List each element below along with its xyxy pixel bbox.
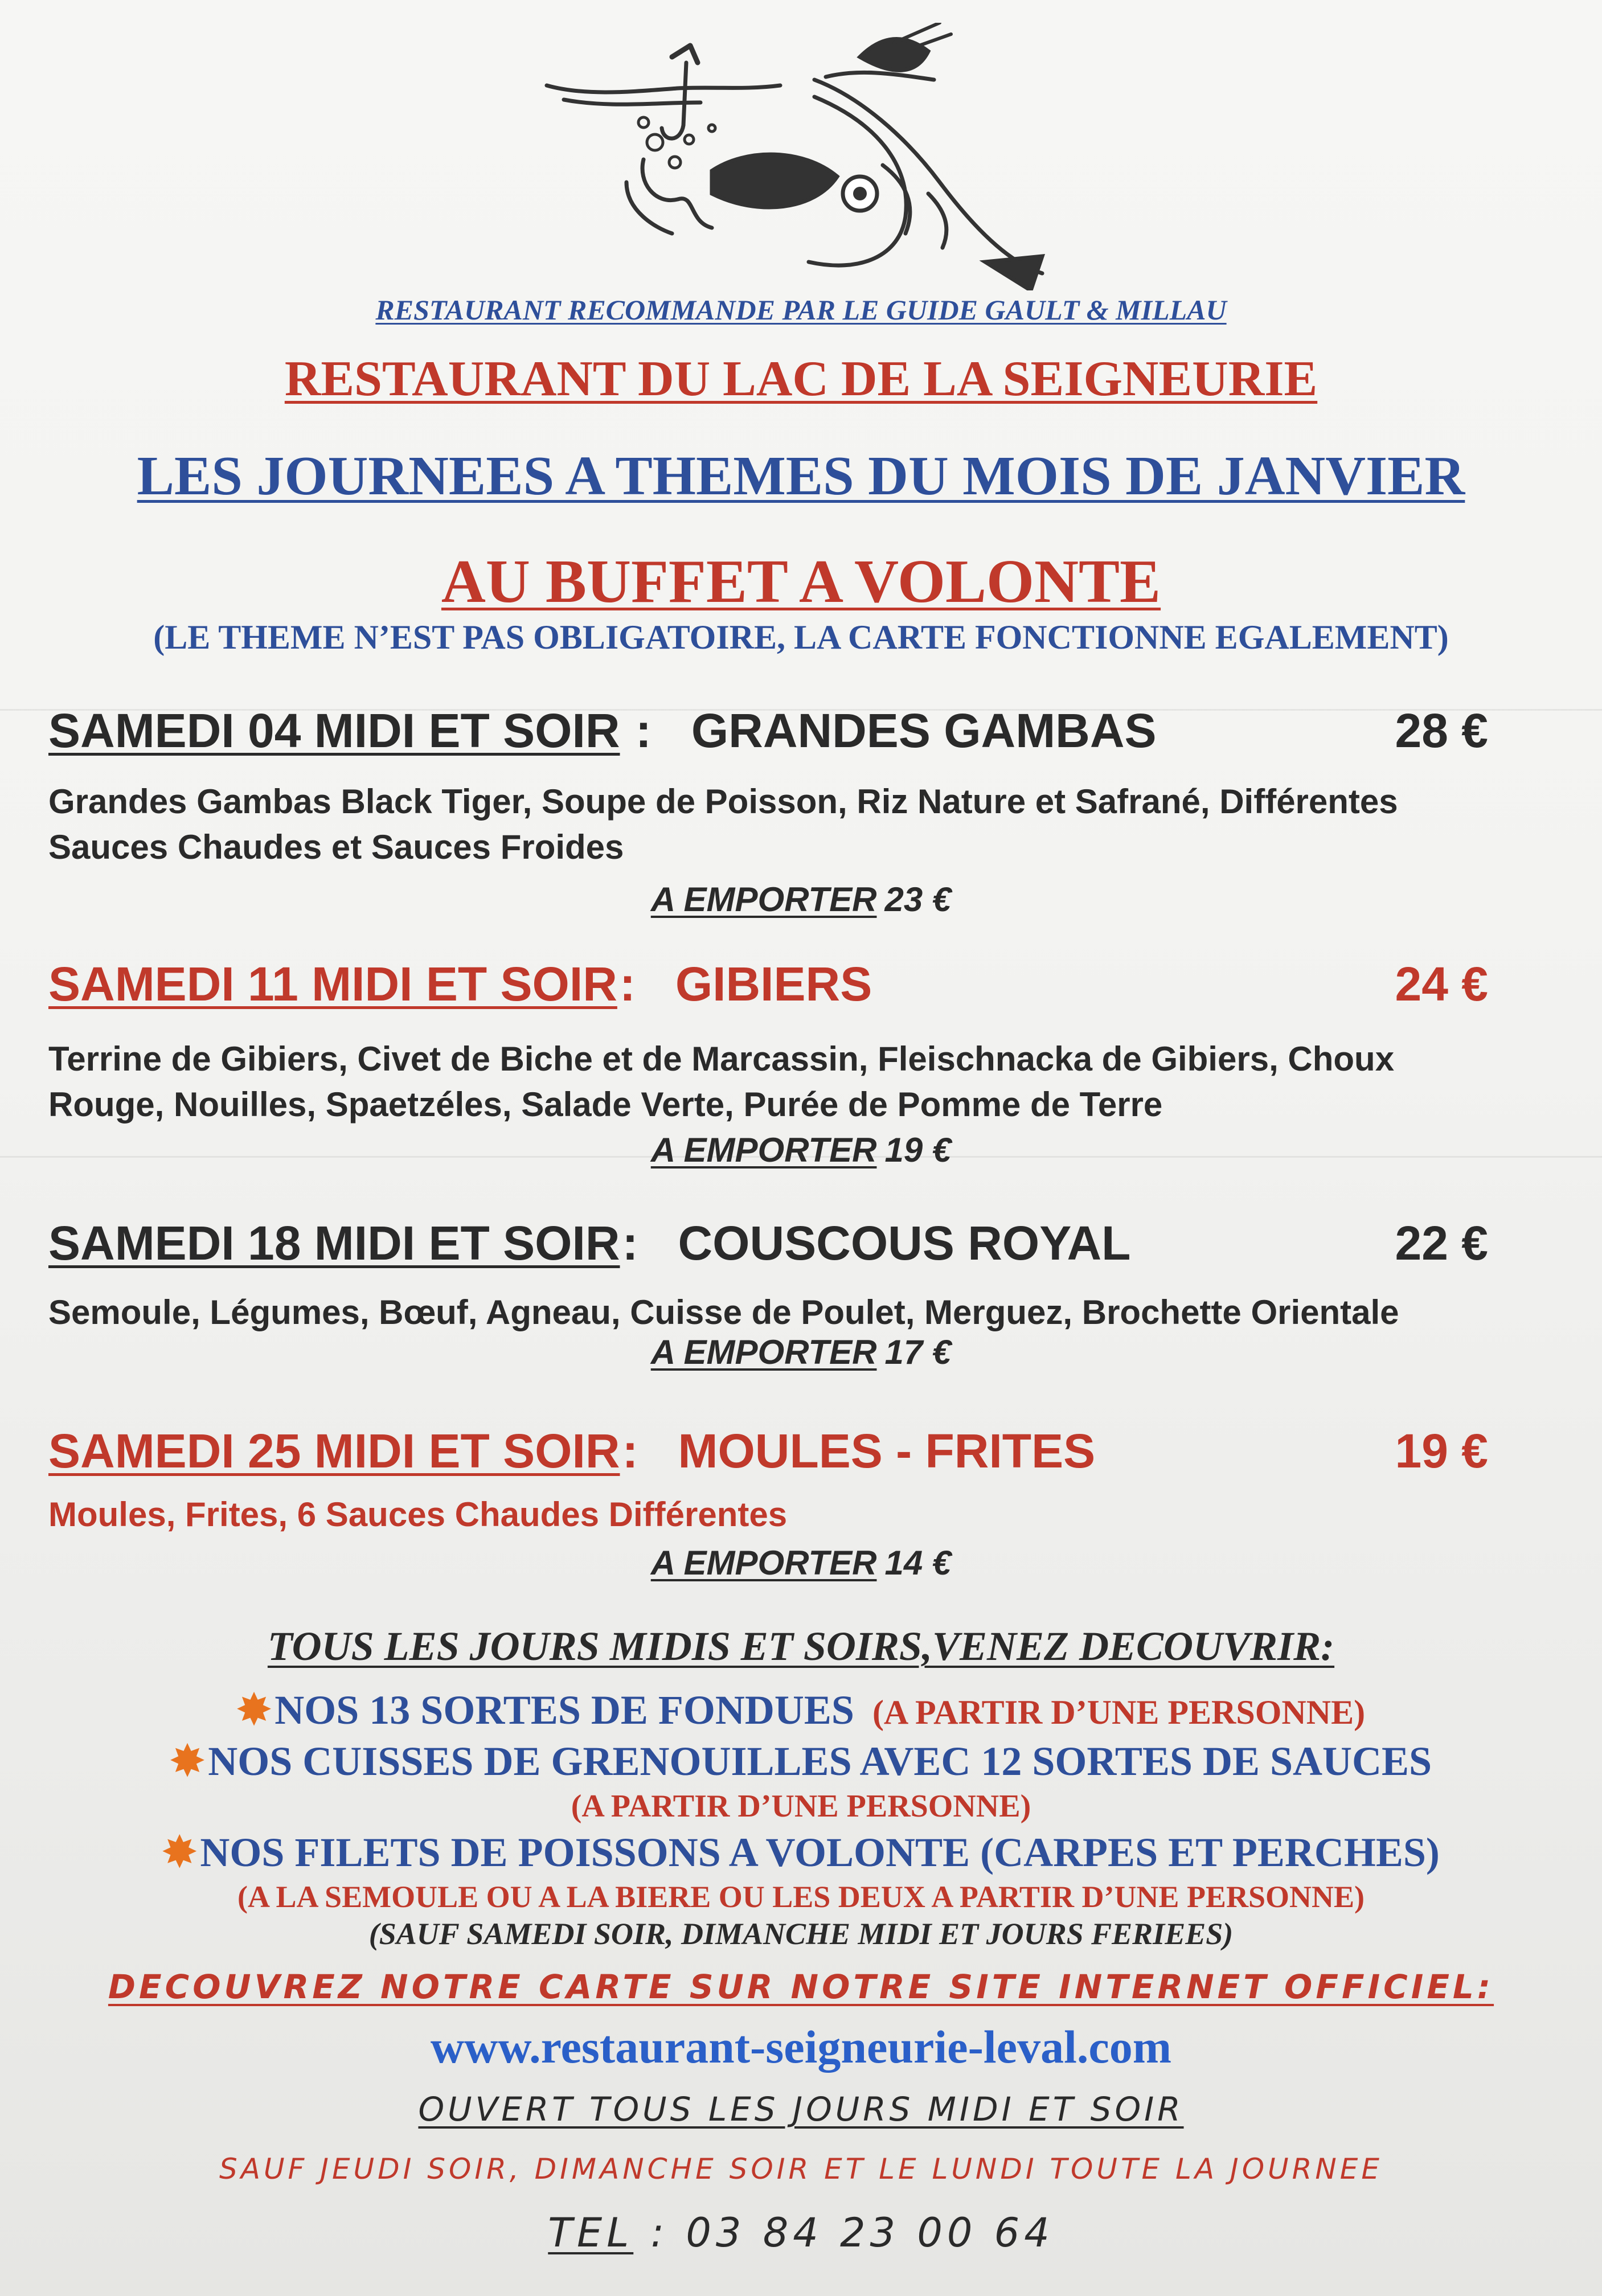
special-note: (A PARTIR D’UNE PERSONNE) xyxy=(571,1789,1031,1824)
takeaway-price: 23 € xyxy=(884,880,952,919)
takeaway-label: A EMPORTER xyxy=(650,880,877,919)
guide-recommendation: RESTAURANT RECOMMANDE PAR LE GUIDE GAULT & MILLAU xyxy=(375,294,1227,326)
site-prompt xyxy=(0,1967,1602,2006)
special-label: NOS 13 SORTES DE FONDUES xyxy=(274,1687,854,1733)
phone-label: TEL xyxy=(548,2209,634,2256)
takeaway-label: A EMPORTER xyxy=(650,1333,877,1371)
event-price: 19 € xyxy=(1395,1424,1488,1478)
event-description: Terrine de Gibiers, Civet de Biche et de Marcassin, Fleischnacka de Gibiers, Choux Rouge, Nouilles, Spaetzéles, Salade Verte, Purée de Pomme de Terre xyxy=(48,1040,1395,1124)
orange-star-icon: ✸ xyxy=(162,1830,197,1875)
takeaway-label: A EMPORTER xyxy=(650,1544,877,1582)
special-filets xyxy=(0,1828,1602,1876)
event-colon: : xyxy=(622,704,652,757)
event-row xyxy=(48,1424,1095,1479)
opening-hours xyxy=(0,2090,1602,2129)
special-exception: (SAUF SAMEDI SOIR, DIMANCHE MIDI ET JOURS FERIEES) xyxy=(368,1917,1234,1951)
site-prompt-text: DECOUVREZ NOTRE CARTE SUR NOTRE SITE INTERNET OFFICIEL: xyxy=(108,1967,1494,2006)
special-grenouilles xyxy=(0,1737,1602,1785)
special-fondues xyxy=(0,1686,1602,1734)
fish-logo-icon xyxy=(541,23,1054,290)
special-label: NOS FILETS DE POISSONS A VOLONTE (CARPES ET PERCHES) xyxy=(200,1830,1440,1875)
orange-star-icon: ✸ xyxy=(170,1739,205,1784)
special-note: (A PARTIR D’UNE PERSONNE) xyxy=(872,1694,1366,1731)
event-date: SAMEDI 04 MIDI ET SOIR xyxy=(48,704,620,757)
event-price: 28 € xyxy=(1395,704,1488,757)
event-date: SAMEDI 25 MIDI ET SOIR xyxy=(48,1424,620,1478)
special-label: NOS CUISSES DE GRENOUILLES AVEC 12 SORTES DE SAUCES xyxy=(208,1739,1432,1784)
closing-days: SAUF JEUDI SOIR, DIMANCHE SOIR ET LE LUNDI TOUTE LA JOURNEE xyxy=(219,2152,1383,2186)
event-colon: : xyxy=(622,1424,638,1478)
restaurant-name: RESTAURANT DU LAC DE LA SEIGNEURIE xyxy=(284,351,1318,407)
opening-hours-text: OUVERT TOUS LES JOURS MIDI ET SOIR xyxy=(418,2090,1184,2129)
event-price: 24 € xyxy=(1395,957,1488,1011)
event-date: SAMEDI 18 MIDI ET SOIR xyxy=(48,1216,620,1270)
takeaway-line xyxy=(0,1130,1602,1170)
event-colon: : xyxy=(619,957,636,1011)
takeaway-price: 19 € xyxy=(884,1131,952,1169)
takeaway-line xyxy=(0,1543,1602,1582)
event-description: Grandes Gambas Black Tiger, Soupe de Poisson, Riz Nature et Safrané, Différentes Sauces Chaudes et Sauces Froides xyxy=(48,782,1398,866)
phone-line xyxy=(0,2209,1602,2256)
phone-number[interactable]: : 03 84 23 00 64 xyxy=(650,2209,1054,2256)
page-title: LES JOURNEES A THEMES DU MOIS DE JANVIER xyxy=(137,445,1465,507)
takeaway-label: A EMPORTER xyxy=(650,1131,877,1169)
takeaway-line xyxy=(0,1332,1602,1372)
takeaway-price: 17 € xyxy=(884,1333,952,1371)
event-colon: : xyxy=(622,1216,638,1270)
event-theme: GRANDES GAMBAS xyxy=(691,704,1157,757)
event-theme: COUSCOUS ROYAL xyxy=(678,1216,1131,1270)
event-description: Moules, Frites, 6 Sauces Chaudes Différentes xyxy=(48,1495,788,1534)
takeaway-line xyxy=(0,880,1602,919)
event-row xyxy=(48,1216,1131,1271)
event-price: 22 € xyxy=(1395,1216,1488,1270)
event-theme: GIBIERS xyxy=(675,957,872,1011)
daily-heading: TOUS LES JOURS MIDIS ET SOIRS,VENEZ DECOUVRIR: xyxy=(267,1623,1335,1669)
orange-star-icon: ✸ xyxy=(236,1687,272,1733)
takeaway-price: 14 € xyxy=(884,1544,952,1582)
event-row xyxy=(48,957,872,1012)
event-row xyxy=(48,703,1157,758)
theme-note: (LE THEME N’EST PAS OBLIGATOIRE, LA CARTE FONCTIONNE EGALEMENT) xyxy=(153,618,1449,656)
event-theme: MOULES - FRITES xyxy=(678,1424,1096,1478)
buffet-title: AU BUFFET A VOLONTE xyxy=(441,548,1161,616)
event-description: Semoule, Légumes, Bœuf, Agneau, Cuisse de Poulet, Merguez, Brochette Orientale xyxy=(48,1293,1399,1331)
event-date: SAMEDI 11 MIDI ET SOIR xyxy=(48,957,617,1011)
website-link[interactable]: www.restaurant-seigneurie-leval.com xyxy=(430,2021,1172,2073)
special-note: (A LA SEMOULE OU A LA BIERE OU LES DEUX A PARTIR D’UNE PERSONNE) xyxy=(237,1880,1365,1914)
